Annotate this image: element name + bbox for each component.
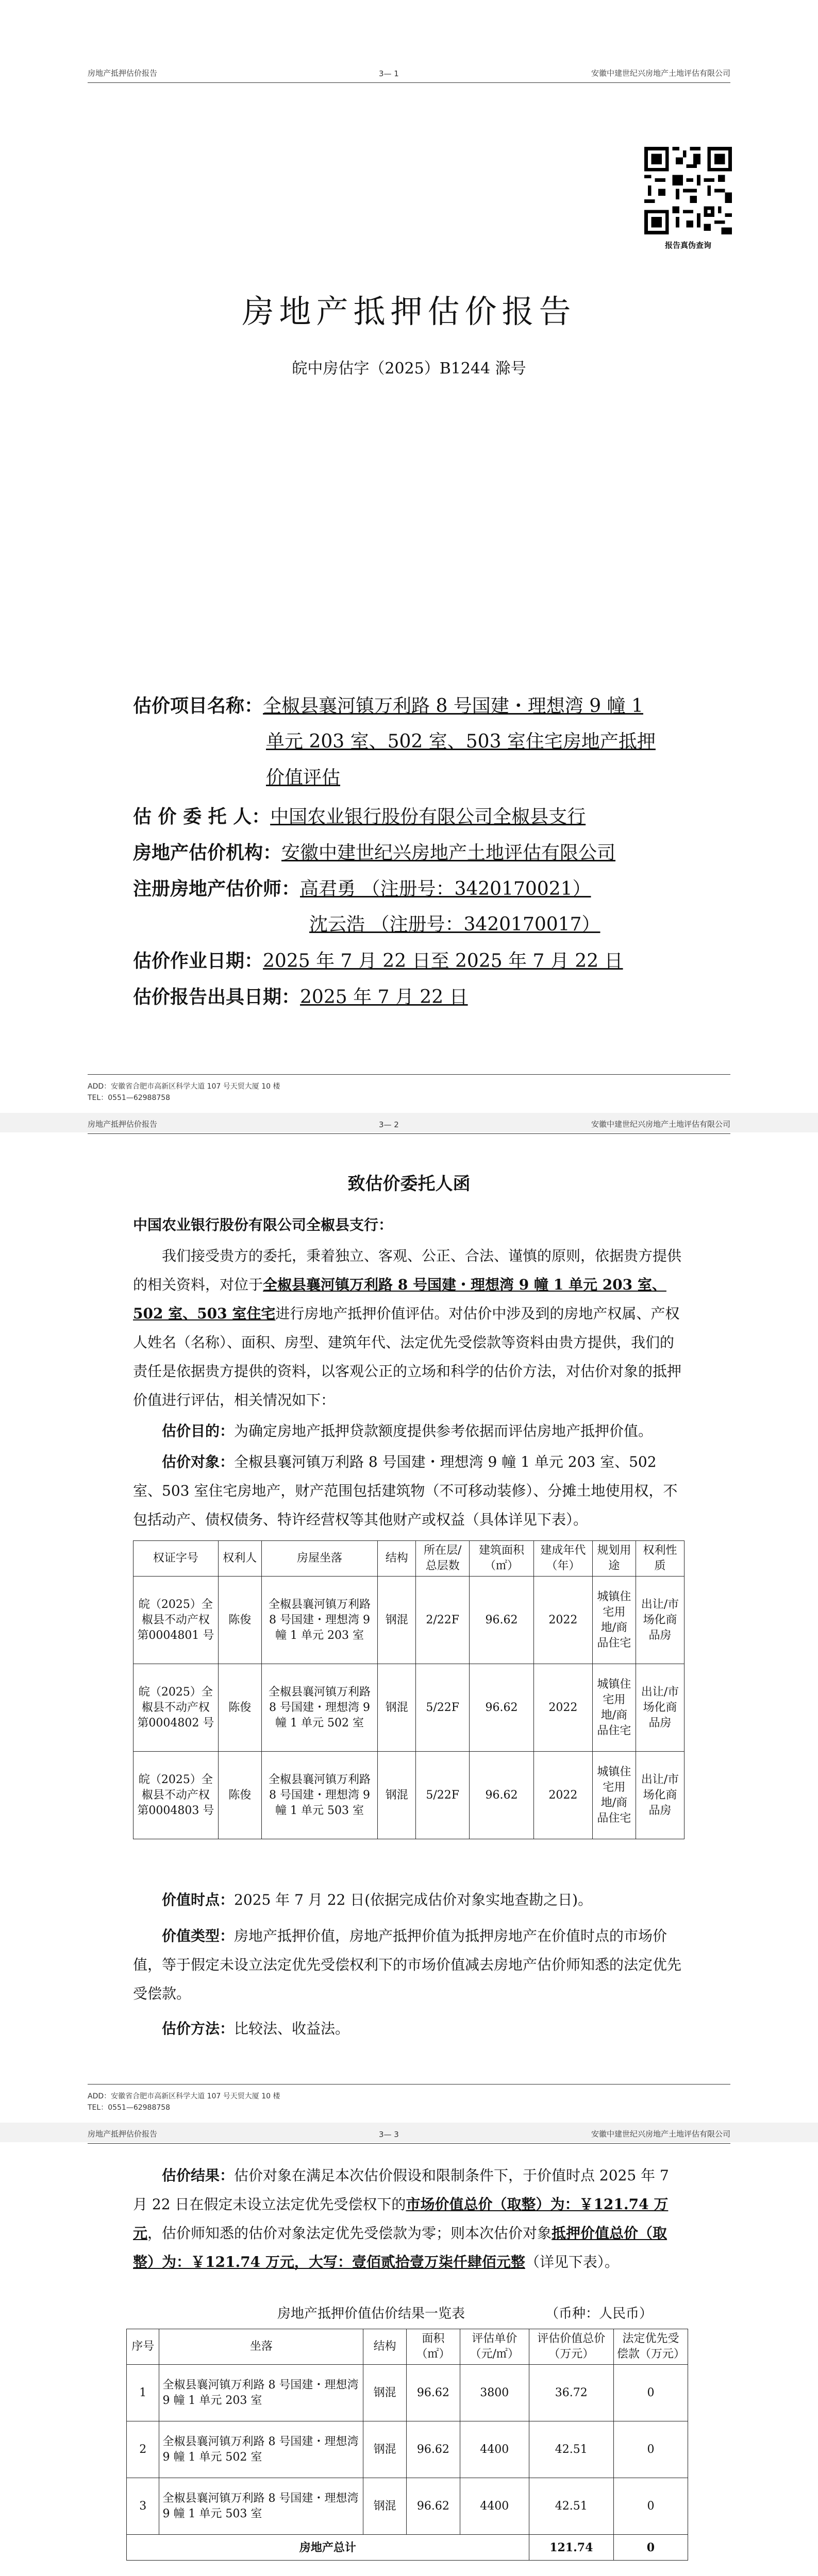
property-table xyxy=(133,1540,685,1839)
col-owner: 权利人 xyxy=(218,1541,261,1577)
cell-total-value: 42.51 xyxy=(529,2421,613,2478)
agency-label: 房地产估价机构： xyxy=(133,842,282,863)
method-text: 比较法、收益法。 xyxy=(234,2020,350,2037)
value-type-text: 房地产抵押价值，房地产抵押价值为抵押房地产在价值时点的市场价值，等于假定未设立法定优先受偿权利下的市场价值减去房地产估价师知悉的法定优先受偿款。 xyxy=(133,1927,682,2002)
col-unit-price: 评估单价（元/㎡） xyxy=(460,2329,529,2365)
page-header xyxy=(88,1113,730,1134)
result-text-c: ，估价师知悉的估价对象法定优先受偿款为零；则本次估价对象 xyxy=(147,2225,552,2242)
col-right: 权利性质 xyxy=(636,1541,684,1577)
header-page-number: 3— 3 xyxy=(379,2130,399,2139)
header-page-number: 3— 2 xyxy=(379,1120,399,1129)
appraiser-row-2 xyxy=(309,909,600,940)
client-row xyxy=(133,801,586,833)
cell-preferred: 0 xyxy=(613,2365,688,2421)
total-label: 房地产总计 xyxy=(127,2535,529,2561)
cell-seq: 2 xyxy=(127,2421,159,2478)
footer-address: ADD：安徽省合肥市高新区科学大道 107 号天贸大厦 10 楼 xyxy=(88,1082,280,1091)
col-location: 坐落 xyxy=(159,2329,363,2365)
object-label: 估价对象： xyxy=(162,1453,235,1470)
cell-floor: 5/22F xyxy=(416,1664,470,1752)
project-label: 估价项目名称： xyxy=(133,695,263,717)
cell-cert-no: 皖（2025）全椒县不动产权第0004801 号 xyxy=(133,1577,219,1664)
cell-right: 出让/市场化商品房 xyxy=(636,1752,684,1839)
cell-floor: 2/22F xyxy=(416,1577,470,1664)
header-left: 房地产抵押估价报告 xyxy=(88,69,158,78)
qr-code-icon[interactable] xyxy=(644,147,732,234)
issue-row xyxy=(133,981,468,1013)
p1-property: 全椒县襄河镇万利路 8 号国建・理想湾 9 幢 1 单元 203 室、502 室、503 室住宅 xyxy=(133,1276,666,1322)
cell-owner: 陈俊 xyxy=(218,1752,261,1839)
table-row xyxy=(133,1752,685,1839)
method-paragraph xyxy=(133,2014,685,2043)
result-text-a: 估价对象在满足本次估价假设和限制条件下，于价值时点 2025 年 7 月 22 日在假定未设立法定优先受偿权下的 xyxy=(133,2167,669,2213)
summary-unit: （币种：人民币） xyxy=(545,2306,653,2321)
col-use: 规划用途 xyxy=(592,1541,636,1577)
cell-structure: 钢混 xyxy=(378,1577,416,1664)
cell-year: 2022 xyxy=(533,1664,592,1752)
footer-tel: TEL：0551—62988758 xyxy=(88,2104,171,2112)
report-number: 皖中房估字（2025）B1244 滁号 xyxy=(292,360,526,378)
cell-year: 2022 xyxy=(533,1577,592,1664)
header-left: 房地产抵押估价报告 xyxy=(88,1120,158,1129)
summary-total-row xyxy=(127,2535,688,2561)
cell-structure: 钢混 xyxy=(363,2421,407,2478)
cell-area: 96.62 xyxy=(470,1664,533,1752)
cell-unit-price: 4400 xyxy=(460,2421,529,2478)
cell-seq: 3 xyxy=(127,2478,159,2535)
table-row xyxy=(127,2421,688,2478)
date-point-paragraph xyxy=(133,1886,685,1914)
cell-cert-no: 皖（2025）全椒县不动产权第0004802 号 xyxy=(133,1664,219,1752)
cell-area: 96.62 xyxy=(470,1577,533,1664)
cell-structure: 钢混 xyxy=(363,2478,407,2535)
cell-area: 96.62 xyxy=(406,2421,460,2478)
object-text: 全椒县襄河镇万利路 8 号国建・理想湾 9 幢 1 单元 203 室、502 室、503 室住宅房地产，财产范围包括建筑物（不可移动装修）、分摊土地使用权，不包括动产、债权债务、特许经营权等其他财产或权益（具体详见下表）。 xyxy=(133,1453,678,1528)
salutation-text: 中国农业银行股份有限公司全椒县支行： xyxy=(133,1216,393,1233)
cell-location: 全椒县襄河镇万利路 8 号国建・理想湾 9 幢 1 单元 503 室 xyxy=(159,2478,363,2535)
cover-page xyxy=(0,0,818,1051)
cell-total-value: 42.51 xyxy=(529,2478,613,2535)
report-title: 房地产抵押估价报告 xyxy=(242,293,576,330)
cell-location: 全椒县襄河镇万利路 8 号国建・理想湾 9 幢 1 单元 503 室 xyxy=(261,1752,378,1839)
property-table-header xyxy=(133,1541,685,1577)
agency-value: 安徽中建世纪兴房地产土地评估有限公司 xyxy=(281,842,616,863)
cell-structure: 钢混 xyxy=(363,2365,407,2421)
cell-cert-no: 皖（2025）全椒县不动产权第0004803 号 xyxy=(133,1752,219,1839)
appraiser-label: 注册房地产估价师： xyxy=(133,878,301,900)
purpose-paragraph xyxy=(133,1417,685,1446)
cell-area: 96.62 xyxy=(406,2478,460,2535)
summary-table xyxy=(126,2329,688,2561)
project-value-line3: 价值评估 xyxy=(266,767,341,788)
method-label: 估价方法： xyxy=(162,2020,235,2037)
cell-year: 2022 xyxy=(533,1752,592,1839)
result-paragraph xyxy=(133,2161,685,2277)
project-name-row-3 xyxy=(266,762,340,793)
col-year: 建成年代（年） xyxy=(533,1541,592,1577)
col-structure: 结构 xyxy=(378,1541,416,1577)
appraiser-1: 高君勇 （注册号：3420170021） xyxy=(300,878,591,900)
table-row xyxy=(127,2478,688,2535)
page-header xyxy=(88,2123,730,2144)
project-name-row xyxy=(133,690,643,722)
cell-use: 城镇住宅用地/商品住宅 xyxy=(592,1752,636,1839)
value-type-label: 价值类型： xyxy=(162,1927,235,1944)
work-date-label: 估价作业日期： xyxy=(133,950,263,972)
col-floor: 所在层/总层数 xyxy=(416,1541,470,1577)
header-left: 房地产抵押估价报告 xyxy=(88,2129,158,2139)
cell-use: 城镇住宅用地/商品住宅 xyxy=(592,1664,636,1752)
appraiser-2: 沈云浩 （注册号：3420170017） xyxy=(309,914,600,935)
project-value-line1: 全椒县襄河镇万利路 8 号国建・理想湾 9 幢 1 xyxy=(263,696,643,717)
date-row xyxy=(133,945,623,977)
footer-address: ADD：安徽省合肥市高新区科学大道 107 号天贸大厦 10 楼 xyxy=(88,2092,280,2100)
col-structure: 结构 xyxy=(363,2329,407,2365)
page-footer xyxy=(88,2084,730,2113)
value-type-paragraph xyxy=(133,1922,685,2008)
total-value: 121.74 xyxy=(529,2535,613,2561)
work-date-value: 2025 年 7 月 22 日至 2025 年 7 月 22 日 xyxy=(263,951,623,972)
cell-use: 城镇住宅用地/商品住宅 xyxy=(592,1577,636,1664)
issue-date-label: 估价报告出具日期： xyxy=(133,986,301,1008)
appraiser-row xyxy=(133,873,591,905)
issue-date-value: 2025 年 7 月 22 日 xyxy=(300,987,468,1008)
cell-area: 96.62 xyxy=(470,1752,533,1839)
cell-unit-price: 3800 xyxy=(460,2365,529,2421)
cell-right: 出让/市场化商品房 xyxy=(636,1577,684,1664)
client-value: 中国农业银行股份有限公司全椒县支行 xyxy=(270,806,586,827)
cell-preferred: 0 xyxy=(613,2478,688,2535)
letter-paragraph-1 xyxy=(133,1242,685,1415)
project-value-line2: 单元 203 室、502 室、503 室住宅房地产抵押 xyxy=(266,731,656,752)
summary-table-header xyxy=(127,2329,688,2365)
result-mortgage-value: 抵押价值总价（取整）为：￥121.74 万元，大写：壹佰贰拾壹万柒仟肆佰元整 xyxy=(133,2225,667,2270)
cell-area: 96.62 xyxy=(406,2365,460,2421)
client-label: 估 价 委 托 人： xyxy=(133,806,271,827)
footer-tel: TEL：0551—62988758 xyxy=(88,1094,171,1102)
col-preferred: 法定优先受偿款（万元） xyxy=(613,2329,688,2365)
cell-location: 全椒县襄河镇万利路 8 号国建・理想湾 9 幢 1 单元 502 室 xyxy=(159,2421,363,2478)
result-label: 估价结果： xyxy=(162,2167,235,2184)
letter-salutation xyxy=(133,1211,685,1240)
header-right: 安徽中建世纪兴房地产土地评估有限公司 xyxy=(591,1120,730,1129)
cell-preferred: 0 xyxy=(613,2421,688,2478)
table-row xyxy=(133,1577,685,1664)
cell-structure: 钢混 xyxy=(378,1664,416,1752)
page-header xyxy=(88,62,730,83)
cell-floor: 5/22F xyxy=(416,1752,470,1839)
cell-seq: 1 xyxy=(127,2365,159,2421)
header-right: 安徽中建世纪兴房地产土地评估有限公司 xyxy=(591,2129,730,2139)
header-right: 安徽中建世纪兴房地产土地评估有限公司 xyxy=(591,69,730,78)
cell-owner: 陈俊 xyxy=(218,1664,261,1752)
cell-location: 全椒县襄河镇万利路 8 号国建・理想湾 9 幢 1 单元 502 室 xyxy=(261,1664,378,1752)
cell-right: 出让/市场化商品房 xyxy=(636,1664,684,1752)
cell-location: 全椒县襄河镇万利路 8 号国建・理想湾 9 幢 1 单元 203 室 xyxy=(159,2365,363,2421)
cell-unit-price: 4400 xyxy=(460,2478,529,2535)
qr-caption: 报告真伪查询 xyxy=(664,241,711,250)
date-point-label: 价值时点： xyxy=(162,1891,235,1908)
letter-title: 致估价委托人函 xyxy=(347,1174,471,1194)
object-paragraph xyxy=(133,1448,685,1534)
col-cert-no: 权证字号 xyxy=(133,1541,219,1577)
p1-end: 进行房地产抵押价值评估。对估价中涉及到的房地产权属、产权人姓名（名称）、面积、房型、建筑年代、法定优先受偿款等资料由贵方提供，我们的责任是依据贵方提供的资料，以客观公正的立场和科学的估价方法，对估价对象的抵押价值进行评估，相关情况如下： xyxy=(133,1305,682,1409)
page-footer xyxy=(88,1074,730,1104)
purpose-label: 估价目的： xyxy=(162,1422,235,1439)
col-area: 面积（㎡） xyxy=(406,2329,460,2365)
table-row xyxy=(133,1664,685,1752)
cell-owner: 陈俊 xyxy=(218,1577,261,1664)
result-market-value: 市场价值总价（取整）为：￥121.74 万元 xyxy=(133,2196,669,2242)
cell-structure: 钢混 xyxy=(378,1752,416,1839)
table-row xyxy=(127,2365,688,2421)
agency-row xyxy=(133,837,615,869)
date-point-text: 2025 年 7 月 22 日(依据完成估价对象实地查勘之日)。 xyxy=(234,1891,593,1908)
summary-title: 房地产抵押价值估价结果一览表 xyxy=(277,2306,465,2321)
project-name-row-2 xyxy=(266,726,656,757)
col-seq: 序号 xyxy=(127,2329,159,2365)
header-page-number: 3— 1 xyxy=(379,69,399,78)
purpose-text: 为确定房地产抵押贷款额度提供参考依据而评估房地产抵押价值。 xyxy=(234,1422,653,1439)
col-total-value: 评估价值总价（万元） xyxy=(529,2329,613,2365)
total-preferred: 0 xyxy=(613,2535,688,2561)
col-area: 建筑面积（㎡） xyxy=(470,1541,533,1577)
p1-start: 我们接受贵方的委托，秉着独立、客观、公正、合法、谨慎的原则，依据贵方提供的相关资料，对位于 xyxy=(133,1247,682,1293)
result-text-e: （详见下表）。 xyxy=(525,2253,619,2270)
cell-location: 全椒县襄河镇万利路 8 号国建・理想湾 9 幢 1 单元 203 室 xyxy=(261,1577,378,1664)
col-location: 房屋坐落 xyxy=(261,1541,378,1577)
cell-total-value: 36.72 xyxy=(529,2365,613,2421)
